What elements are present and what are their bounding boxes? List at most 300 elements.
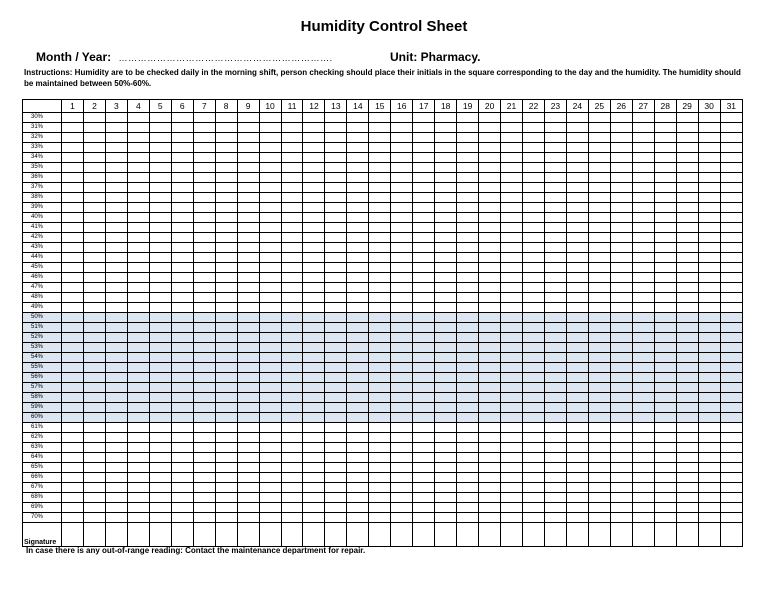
initials-cell[interactable] xyxy=(325,263,347,273)
initials-cell[interactable] xyxy=(610,113,632,123)
initials-cell[interactable] xyxy=(479,313,501,323)
initials-cell[interactable] xyxy=(566,513,588,523)
initials-cell[interactable] xyxy=(62,473,84,483)
initials-cell[interactable] xyxy=(171,283,193,293)
initials-cell[interactable] xyxy=(457,463,479,473)
initials-cell[interactable] xyxy=(544,213,566,223)
initials-cell[interactable] xyxy=(369,333,391,343)
initials-cell[interactable] xyxy=(698,193,720,203)
initials-cell[interactable] xyxy=(413,363,435,373)
initials-cell[interactable] xyxy=(544,383,566,393)
initials-cell[interactable] xyxy=(325,393,347,403)
initials-cell[interactable] xyxy=(588,113,610,123)
initials-cell[interactable] xyxy=(127,313,149,323)
initials-cell[interactable] xyxy=(544,113,566,123)
initials-cell[interactable] xyxy=(676,133,698,143)
initials-cell[interactable] xyxy=(193,323,215,333)
initials-cell[interactable] xyxy=(391,193,413,203)
initials-cell[interactable] xyxy=(303,233,325,243)
initials-cell[interactable] xyxy=(237,193,259,203)
initials-cell[interactable] xyxy=(720,363,742,373)
initials-cell[interactable] xyxy=(435,343,457,353)
initials-cell[interactable] xyxy=(523,333,545,343)
initials-cell[interactable] xyxy=(281,113,303,123)
initials-cell[interactable] xyxy=(457,343,479,353)
initials-cell[interactable] xyxy=(215,303,237,313)
initials-cell[interactable] xyxy=(347,513,369,523)
initials-cell[interactable] xyxy=(149,333,171,343)
initials-cell[interactable] xyxy=(325,413,347,423)
initials-cell[interactable] xyxy=(720,513,742,523)
initials-cell[interactable] xyxy=(127,123,149,133)
initials-cell[interactable] xyxy=(105,303,127,313)
initials-cell[interactable] xyxy=(632,163,654,173)
initials-cell[interactable] xyxy=(654,473,676,483)
initials-cell[interactable] xyxy=(62,293,84,303)
initials-cell[interactable] xyxy=(325,313,347,323)
initials-cell[interactable] xyxy=(720,503,742,513)
initials-cell[interactable] xyxy=(676,273,698,283)
initials-cell[interactable] xyxy=(654,293,676,303)
initials-cell[interactable] xyxy=(588,413,610,423)
initials-cell[interactable] xyxy=(544,183,566,193)
initials-cell[interactable] xyxy=(105,113,127,123)
initials-cell[interactable] xyxy=(215,143,237,153)
initials-cell[interactable] xyxy=(391,123,413,133)
initials-cell[interactable] xyxy=(720,233,742,243)
initials-cell[interactable] xyxy=(457,293,479,303)
initials-cell[interactable] xyxy=(193,133,215,143)
initials-cell[interactable] xyxy=(237,213,259,223)
initials-cell[interactable] xyxy=(303,413,325,423)
initials-cell[interactable] xyxy=(413,143,435,153)
initials-cell[interactable] xyxy=(105,193,127,203)
initials-cell[interactable] xyxy=(62,323,84,333)
initials-cell[interactable] xyxy=(215,263,237,273)
initials-cell[interactable] xyxy=(193,203,215,213)
initials-cell[interactable] xyxy=(457,153,479,163)
initials-cell[interactable] xyxy=(523,123,545,133)
initials-cell[interactable] xyxy=(501,473,523,483)
initials-cell[interactable] xyxy=(303,263,325,273)
initials-cell[interactable] xyxy=(281,403,303,413)
initials-cell[interactable] xyxy=(698,143,720,153)
initials-cell[interactable] xyxy=(566,323,588,333)
initials-cell[interactable] xyxy=(566,203,588,213)
initials-cell[interactable] xyxy=(676,253,698,263)
initials-cell[interactable] xyxy=(479,153,501,163)
initials-cell[interactable] xyxy=(676,423,698,433)
initials-cell[interactable] xyxy=(457,413,479,423)
initials-cell[interactable] xyxy=(566,423,588,433)
initials-cell[interactable] xyxy=(479,373,501,383)
initials-cell[interactable] xyxy=(720,443,742,453)
initials-cell[interactable] xyxy=(544,453,566,463)
initials-cell[interactable] xyxy=(237,483,259,493)
initials-cell[interactable] xyxy=(413,293,435,303)
initials-cell[interactable] xyxy=(83,493,105,503)
initials-cell[interactable] xyxy=(698,433,720,443)
initials-cell[interactable] xyxy=(281,393,303,403)
initials-cell[interactable] xyxy=(632,493,654,503)
initials-cell[interactable] xyxy=(523,463,545,473)
initials-cell[interactable] xyxy=(588,133,610,143)
initials-cell[interactable] xyxy=(171,213,193,223)
initials-cell[interactable] xyxy=(259,343,281,353)
initials-cell[interactable] xyxy=(83,133,105,143)
initials-cell[interactable] xyxy=(413,393,435,403)
initials-cell[interactable] xyxy=(62,483,84,493)
signature-cell[interactable] xyxy=(588,523,610,547)
initials-cell[interactable] xyxy=(347,323,369,333)
initials-cell[interactable] xyxy=(676,233,698,243)
initials-cell[interactable] xyxy=(171,133,193,143)
initials-cell[interactable] xyxy=(588,433,610,443)
initials-cell[interactable] xyxy=(676,223,698,233)
initials-cell[interactable] xyxy=(259,313,281,323)
initials-cell[interactable] xyxy=(479,383,501,393)
initials-cell[interactable] xyxy=(281,143,303,153)
initials-cell[interactable] xyxy=(523,313,545,323)
initials-cell[interactable] xyxy=(215,223,237,233)
initials-cell[interactable] xyxy=(303,193,325,203)
initials-cell[interactable] xyxy=(698,343,720,353)
initials-cell[interactable] xyxy=(435,393,457,403)
initials-cell[interactable] xyxy=(654,503,676,513)
initials-cell[interactable] xyxy=(215,163,237,173)
initials-cell[interactable] xyxy=(281,273,303,283)
initials-cell[interactable] xyxy=(544,293,566,303)
initials-cell[interactable] xyxy=(391,443,413,453)
initials-cell[interactable] xyxy=(610,213,632,223)
initials-cell[interactable] xyxy=(171,463,193,473)
initials-cell[interactable] xyxy=(369,193,391,203)
signature-cell[interactable] xyxy=(654,523,676,547)
initials-cell[interactable] xyxy=(610,273,632,283)
initials-cell[interactable] xyxy=(215,443,237,453)
initials-cell[interactable] xyxy=(413,253,435,263)
initials-cell[interactable] xyxy=(479,443,501,453)
initials-cell[interactable] xyxy=(193,373,215,383)
initials-cell[interactable] xyxy=(259,323,281,333)
initials-cell[interactable] xyxy=(435,333,457,343)
initials-cell[interactable] xyxy=(523,473,545,483)
initials-cell[interactable] xyxy=(149,193,171,203)
initials-cell[interactable] xyxy=(369,223,391,233)
initials-cell[interactable] xyxy=(391,333,413,343)
initials-cell[interactable] xyxy=(127,363,149,373)
initials-cell[interactable] xyxy=(654,383,676,393)
signature-cell[interactable] xyxy=(83,523,105,547)
initials-cell[interactable] xyxy=(720,343,742,353)
initials-cell[interactable] xyxy=(369,203,391,213)
initials-cell[interactable] xyxy=(325,383,347,393)
initials-cell[interactable] xyxy=(632,483,654,493)
initials-cell[interactable] xyxy=(720,393,742,403)
initials-cell[interactable] xyxy=(193,243,215,253)
initials-cell[interactable] xyxy=(303,373,325,383)
initials-cell[interactable] xyxy=(501,353,523,363)
initials-cell[interactable] xyxy=(149,213,171,223)
initials-cell[interactable] xyxy=(193,223,215,233)
initials-cell[interactable] xyxy=(325,333,347,343)
initials-cell[interactable] xyxy=(369,323,391,333)
initials-cell[interactable] xyxy=(237,203,259,213)
initials-cell[interactable] xyxy=(259,243,281,253)
initials-cell[interactable] xyxy=(193,413,215,423)
initials-cell[interactable] xyxy=(149,513,171,523)
initials-cell[interactable] xyxy=(566,113,588,123)
initials-cell[interactable] xyxy=(149,293,171,303)
initials-cell[interactable] xyxy=(501,413,523,423)
initials-cell[interactable] xyxy=(676,283,698,293)
initials-cell[interactable] xyxy=(610,243,632,253)
initials-cell[interactable] xyxy=(347,313,369,323)
signature-cell[interactable] xyxy=(62,523,84,547)
initials-cell[interactable] xyxy=(610,293,632,303)
initials-cell[interactable] xyxy=(105,443,127,453)
initials-cell[interactable] xyxy=(391,253,413,263)
initials-cell[interactable] xyxy=(610,163,632,173)
initials-cell[interactable] xyxy=(435,383,457,393)
initials-cell[interactable] xyxy=(149,383,171,393)
initials-cell[interactable] xyxy=(237,303,259,313)
initials-cell[interactable] xyxy=(127,423,149,433)
initials-cell[interactable] xyxy=(149,453,171,463)
initials-cell[interactable] xyxy=(105,133,127,143)
initials-cell[interactable] xyxy=(105,263,127,273)
initials-cell[interactable] xyxy=(259,503,281,513)
initials-cell[interactable] xyxy=(259,413,281,423)
initials-cell[interactable] xyxy=(303,503,325,513)
initials-cell[interactable] xyxy=(435,123,457,133)
initials-cell[interactable] xyxy=(62,373,84,383)
initials-cell[interactable] xyxy=(281,323,303,333)
initials-cell[interactable] xyxy=(435,223,457,233)
initials-cell[interactable] xyxy=(237,153,259,163)
initials-cell[interactable] xyxy=(501,123,523,133)
initials-cell[interactable] xyxy=(193,283,215,293)
initials-cell[interactable] xyxy=(654,243,676,253)
initials-cell[interactable] xyxy=(457,283,479,293)
initials-cell[interactable] xyxy=(435,413,457,423)
initials-cell[interactable] xyxy=(259,273,281,283)
initials-cell[interactable] xyxy=(193,383,215,393)
initials-cell[interactable] xyxy=(457,403,479,413)
signature-cell[interactable] xyxy=(501,523,523,547)
initials-cell[interactable] xyxy=(720,303,742,313)
initials-cell[interactable] xyxy=(127,463,149,473)
initials-cell[interactable] xyxy=(127,283,149,293)
initials-cell[interactable] xyxy=(654,203,676,213)
initials-cell[interactable] xyxy=(720,493,742,503)
initials-cell[interactable] xyxy=(325,203,347,213)
initials-cell[interactable] xyxy=(105,243,127,253)
initials-cell[interactable] xyxy=(413,513,435,523)
initials-cell[interactable] xyxy=(544,503,566,513)
initials-cell[interactable] xyxy=(105,393,127,403)
initials-cell[interactable] xyxy=(698,203,720,213)
initials-cell[interactable] xyxy=(391,113,413,123)
initials-cell[interactable] xyxy=(457,213,479,223)
signature-cell[interactable] xyxy=(632,523,654,547)
initials-cell[interactable] xyxy=(523,353,545,363)
initials-cell[interactable] xyxy=(237,113,259,123)
initials-cell[interactable] xyxy=(259,473,281,483)
initials-cell[interactable] xyxy=(501,183,523,193)
initials-cell[interactable] xyxy=(127,413,149,423)
initials-cell[interactable] xyxy=(391,403,413,413)
initials-cell[interactable] xyxy=(698,153,720,163)
initials-cell[interactable] xyxy=(698,183,720,193)
initials-cell[interactable] xyxy=(215,323,237,333)
initials-cell[interactable] xyxy=(544,173,566,183)
initials-cell[interactable] xyxy=(566,473,588,483)
signature-cell[interactable] xyxy=(391,523,413,547)
initials-cell[interactable] xyxy=(369,173,391,183)
initials-cell[interactable] xyxy=(62,183,84,193)
initials-cell[interactable] xyxy=(347,503,369,513)
initials-cell[interactable] xyxy=(523,343,545,353)
initials-cell[interactable] xyxy=(369,413,391,423)
initials-cell[interactable] xyxy=(325,403,347,413)
initials-cell[interactable] xyxy=(413,473,435,483)
initials-cell[interactable] xyxy=(588,123,610,133)
initials-cell[interactable] xyxy=(149,233,171,243)
initials-cell[interactable] xyxy=(632,473,654,483)
initials-cell[interactable] xyxy=(237,503,259,513)
initials-cell[interactable] xyxy=(720,293,742,303)
signature-cell[interactable] xyxy=(698,523,720,547)
initials-cell[interactable] xyxy=(413,383,435,393)
initials-cell[interactable] xyxy=(171,453,193,463)
initials-cell[interactable] xyxy=(544,403,566,413)
initials-cell[interactable] xyxy=(105,343,127,353)
initials-cell[interactable] xyxy=(259,283,281,293)
initials-cell[interactable] xyxy=(259,163,281,173)
initials-cell[interactable] xyxy=(237,413,259,423)
initials-cell[interactable] xyxy=(413,483,435,493)
initials-cell[interactable] xyxy=(83,373,105,383)
initials-cell[interactable] xyxy=(544,133,566,143)
initials-cell[interactable] xyxy=(413,453,435,463)
initials-cell[interactable] xyxy=(479,293,501,303)
initials-cell[interactable] xyxy=(610,423,632,433)
initials-cell[interactable] xyxy=(105,413,127,423)
initials-cell[interactable] xyxy=(347,263,369,273)
initials-cell[interactable] xyxy=(259,253,281,263)
initials-cell[interactable] xyxy=(215,133,237,143)
initials-cell[interactable] xyxy=(501,373,523,383)
initials-cell[interactable] xyxy=(127,253,149,263)
initials-cell[interactable] xyxy=(127,243,149,253)
initials-cell[interactable] xyxy=(654,493,676,503)
signature-cell[interactable] xyxy=(610,523,632,547)
initials-cell[interactable] xyxy=(83,333,105,343)
initials-cell[interactable] xyxy=(676,363,698,373)
initials-cell[interactable] xyxy=(610,473,632,483)
initials-cell[interactable] xyxy=(588,223,610,233)
initials-cell[interactable] xyxy=(215,493,237,503)
initials-cell[interactable] xyxy=(325,113,347,123)
initials-cell[interactable] xyxy=(193,403,215,413)
initials-cell[interactable] xyxy=(501,253,523,263)
initials-cell[interactable] xyxy=(215,123,237,133)
initials-cell[interactable] xyxy=(566,333,588,343)
initials-cell[interactable] xyxy=(303,273,325,283)
initials-cell[interactable] xyxy=(610,393,632,403)
initials-cell[interactable] xyxy=(237,313,259,323)
initials-cell[interactable] xyxy=(632,423,654,433)
initials-cell[interactable] xyxy=(435,113,457,123)
initials-cell[interactable] xyxy=(435,293,457,303)
initials-cell[interactable] xyxy=(501,143,523,153)
initials-cell[interactable] xyxy=(457,263,479,273)
initials-cell[interactable] xyxy=(303,293,325,303)
initials-cell[interactable] xyxy=(566,153,588,163)
initials-cell[interactable] xyxy=(566,413,588,423)
initials-cell[interactable] xyxy=(698,303,720,313)
initials-cell[interactable] xyxy=(237,453,259,463)
initials-cell[interactable] xyxy=(566,493,588,503)
initials-cell[interactable] xyxy=(435,323,457,333)
initials-cell[interactable] xyxy=(413,373,435,383)
initials-cell[interactable] xyxy=(632,153,654,163)
initials-cell[interactable] xyxy=(303,333,325,343)
initials-cell[interactable] xyxy=(347,253,369,263)
initials-cell[interactable] xyxy=(303,313,325,323)
initials-cell[interactable] xyxy=(149,403,171,413)
initials-cell[interactable] xyxy=(259,113,281,123)
initials-cell[interactable] xyxy=(632,413,654,423)
initials-cell[interactable] xyxy=(479,233,501,243)
initials-cell[interactable] xyxy=(676,373,698,383)
initials-cell[interactable] xyxy=(259,353,281,363)
initials-cell[interactable] xyxy=(610,183,632,193)
initials-cell[interactable] xyxy=(435,433,457,443)
initials-cell[interactable] xyxy=(457,393,479,403)
initials-cell[interactable] xyxy=(501,403,523,413)
initials-cell[interactable] xyxy=(676,193,698,203)
initials-cell[interactable] xyxy=(127,303,149,313)
initials-cell[interactable] xyxy=(676,313,698,323)
initials-cell[interactable] xyxy=(391,243,413,253)
initials-cell[interactable] xyxy=(588,213,610,223)
initials-cell[interactable] xyxy=(325,513,347,523)
initials-cell[interactable] xyxy=(303,323,325,333)
initials-cell[interactable] xyxy=(479,333,501,343)
initials-cell[interactable] xyxy=(501,423,523,433)
initials-cell[interactable] xyxy=(523,193,545,203)
initials-cell[interactable] xyxy=(171,203,193,213)
initials-cell[interactable] xyxy=(83,183,105,193)
initials-cell[interactable] xyxy=(127,493,149,503)
initials-cell[interactable] xyxy=(501,163,523,173)
initials-cell[interactable] xyxy=(413,313,435,323)
initials-cell[interactable] xyxy=(544,143,566,153)
initials-cell[interactable] xyxy=(610,223,632,233)
initials-cell[interactable] xyxy=(632,333,654,343)
initials-cell[interactable] xyxy=(457,233,479,243)
initials-cell[interactable] xyxy=(62,143,84,153)
initials-cell[interactable] xyxy=(523,143,545,153)
initials-cell[interactable] xyxy=(62,343,84,353)
initials-cell[interactable] xyxy=(588,293,610,303)
initials-cell[interactable] xyxy=(501,453,523,463)
initials-cell[interactable] xyxy=(479,183,501,193)
initials-cell[interactable] xyxy=(303,343,325,353)
initials-cell[interactable] xyxy=(303,363,325,373)
